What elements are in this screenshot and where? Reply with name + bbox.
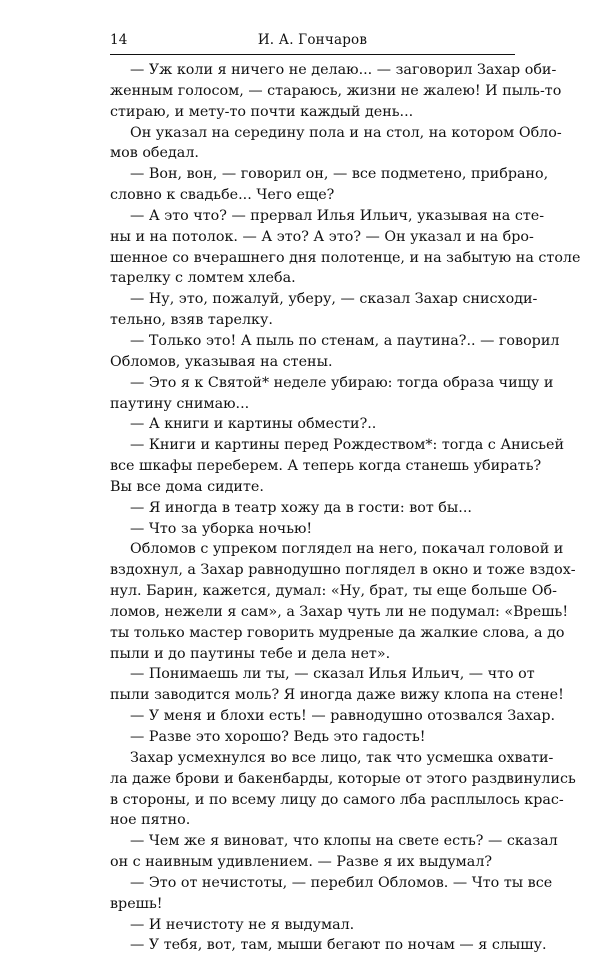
text-line: Вы все дома сидите. [110,478,264,495]
text-line: пыли и до паутины тебе и дела нет». [110,645,391,662]
text-line: Он указал на середину пола и на стол, на котором Обло- [130,124,562,141]
text-line: — Уж коли я ничего не делаю... — заговорил Захар оби- [130,62,557,78]
text-line: он с наивным удивлением. — Разве я их выдумал? [110,854,493,871]
text-line: — Только это! А пыль по стенам, а паутина?.. — говорил [130,332,560,349]
text-line: — У тебя, вот, там, мыши бегают по ночам — я слышу. [130,937,547,954]
text-line: — Ну, это, пожалуй, уберу, — сказал Захар снисходи- [130,291,538,308]
text-line: ты только мастер говорить мудреные да жалкие слова, а до [110,624,565,641]
text-line: — И нечистоту не я выдумал. [130,916,355,933]
text-line: врешь! [110,895,163,912]
text-line: нул. Барин, кажется, думал: «Ну, брат, ты еще больше Об- [110,583,557,600]
page-header [110,30,515,50]
page-number: 14 [110,32,128,48]
text-line: словно к свадьбе... Чего еще? [110,187,335,204]
text-line: в стороны, и по всему лицу до самого лба расплылось крас- [110,791,564,808]
running-head: И. А. Гончаров [257,32,368,48]
text-line: — Понимаешь ли ты, — сказал Илья Ильич, — что от [130,666,535,683]
text-line: — Это я к Святой* неделе убираю: тогда образа чищу и [130,374,554,391]
text-line: мов обедал. [110,145,199,162]
text-line: — Вон, вон, — говорил он, — все подметено, прибрано, [130,166,549,183]
text-line: Обломов, указывая на стены. [110,353,333,370]
text-line: ное пятно. [110,812,191,829]
text-line: шенное со вчерашнего дня полотенце, и на забытую на столе [110,249,581,266]
text-line: ломов, нежели я сам», а Захар чуть ли не подумал: «Врешь! [110,603,569,620]
body-text [110,60,581,956]
text-line: все шкафы переберем. А теперь когда станешь убирать? [110,458,542,475]
text-line: пыли заводится моль? Я иногда даже вижу клопа на стене! [110,687,564,704]
text-line: — У меня и блохи есть! — равнодушно отозвался Захар. [130,708,556,725]
text-line: ны и на потолок. — А это? А это? — Он указал и на бро- [110,228,534,245]
text-line: вздохнул, а Захар равнодушно поглядел в окно и тоже вздох- [110,562,576,579]
text-line: — А это что? — прервал Илья Ильич, указывая на сте- [130,207,545,224]
text-line: — Что за уборка ночью! [130,520,313,537]
header-rule [110,54,515,55]
text-line: тельно, взяв тарелку. [110,312,273,329]
text-line: — Я иногда в театр хожу да в гости: вот бы... [130,499,472,516]
text-line: — Чем же я виноват, что клопы на свете есть? — сказал [130,833,558,850]
text-line: Обломов с упреком поглядел на него, покачал головой и [130,541,564,558]
text-line: женным голосом, — стараюсь, жизни не жалею! И пыль-то [110,82,562,99]
text-line: ла даже брови и бакенбарды, которые от этого раздвинулись [110,770,576,787]
text-line: — Это от нечистоты, — перебил Обломов. — Что ты все [130,874,553,891]
text-line: — Разве это хорошо? Ведь это гадость! [130,729,426,745]
text-line: — Книги и картины перед Рождеством*: тогда с Анисьей [130,437,564,454]
text-line: — А книги и картины обмести?.. [130,416,377,433]
text-line: Захар усмехнулся во все лицо, так что усмешка охвати- [130,749,554,766]
text-line: тарелку с ломтем хлеба. [110,270,296,287]
text-line: стираю, и мету-то почти каждый день... [110,103,414,120]
text-line: паутину снимаю... [110,395,250,412]
